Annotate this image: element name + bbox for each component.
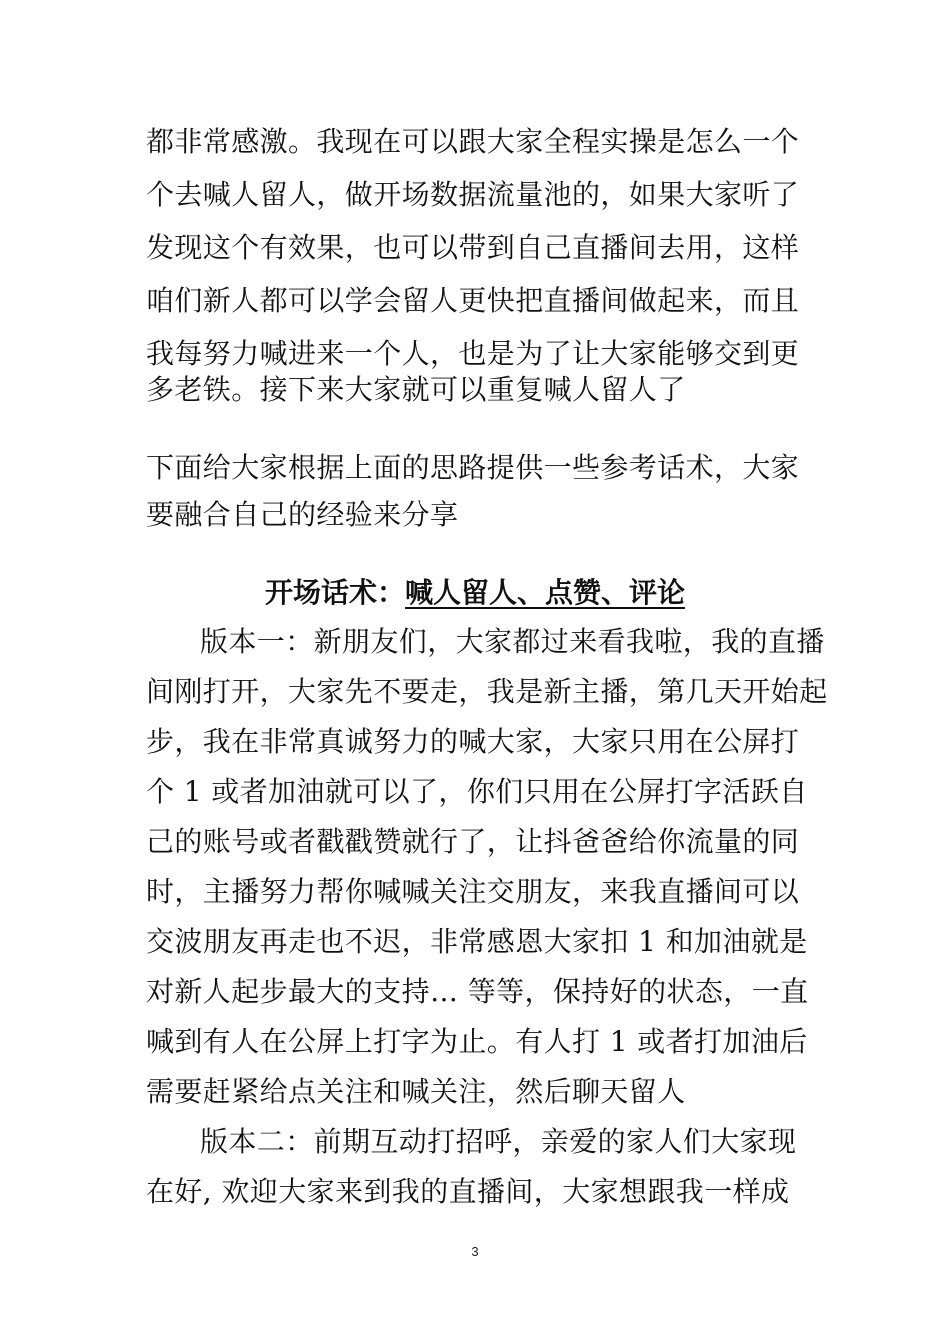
text-line: 间刚打开，大家先不要走，我是新主播，第几天开始起 (146, 675, 828, 708)
text-line: 我每努力喊进来一个人，也是为了让大家能够交到更 (146, 337, 800, 370)
text-line: 都非常感激。我现在可以跟大家全程实操是怎么一个 (146, 125, 800, 158)
text-line: 发现这个有效果，也可以带到自己直播间去用，这样 (146, 231, 800, 264)
text-line: 版本一：新朋友们，大家都过来看我啦，我的直播 (200, 625, 825, 658)
heading-underlined: 喊人留人、点赞、评论 (405, 576, 686, 609)
text-line: 多老铁。接下来大家就可以重复喊人留人了 (146, 373, 686, 406)
text-line: 需要赶紧给点关注和喊关注，然后聊天留人 (146, 1075, 686, 1108)
text-line: 交波朋友再走也不迟，非常感恩大家扣 1 和加油就是 (146, 925, 808, 958)
text-line: 在好, 欢迎大家来到我的直播间，大家想跟我一样成 (146, 1175, 790, 1208)
text-line: 个 1 或者加油就可以了，你们只用在公屏打字活跃自 (146, 775, 808, 808)
text-line: 己的账号或者戳戳赞就行了，让抖爸爸给你流量的同 (146, 825, 800, 858)
text-line: 步，我在非常真诚努力的喊大家，大家只用在公屏打 (146, 725, 800, 758)
text-line: 喊到有人在公屏上打字为止。有人打 1 或者打加油后 (146, 1025, 808, 1058)
text-line: 个去喊人留人，做开场数据流量池的，如果大家听了 (146, 178, 800, 211)
text-line: 时，主播努力帮你喊喊关注交朋友，来我直播间可以 (146, 875, 800, 908)
heading-prefix: 开场话术： (264, 576, 405, 609)
text-line: 对新人起步最大的支持… 等等，保持好的状态，一直 (146, 975, 809, 1008)
section-heading (0, 573, 950, 613)
page-number: 3 (471, 1244, 479, 1259)
text-line: 要融合自己的经验来分享 (146, 498, 459, 531)
text-line: 咱们新人都可以学会留人更快把直播间做起来，而且 (146, 284, 800, 317)
text-line: 下面给大家根据上面的思路提供一些参考话术，大家 (146, 451, 800, 484)
text-line: 版本二：前期互动打招呼，亲爱的家人们大家现 (200, 1125, 797, 1158)
